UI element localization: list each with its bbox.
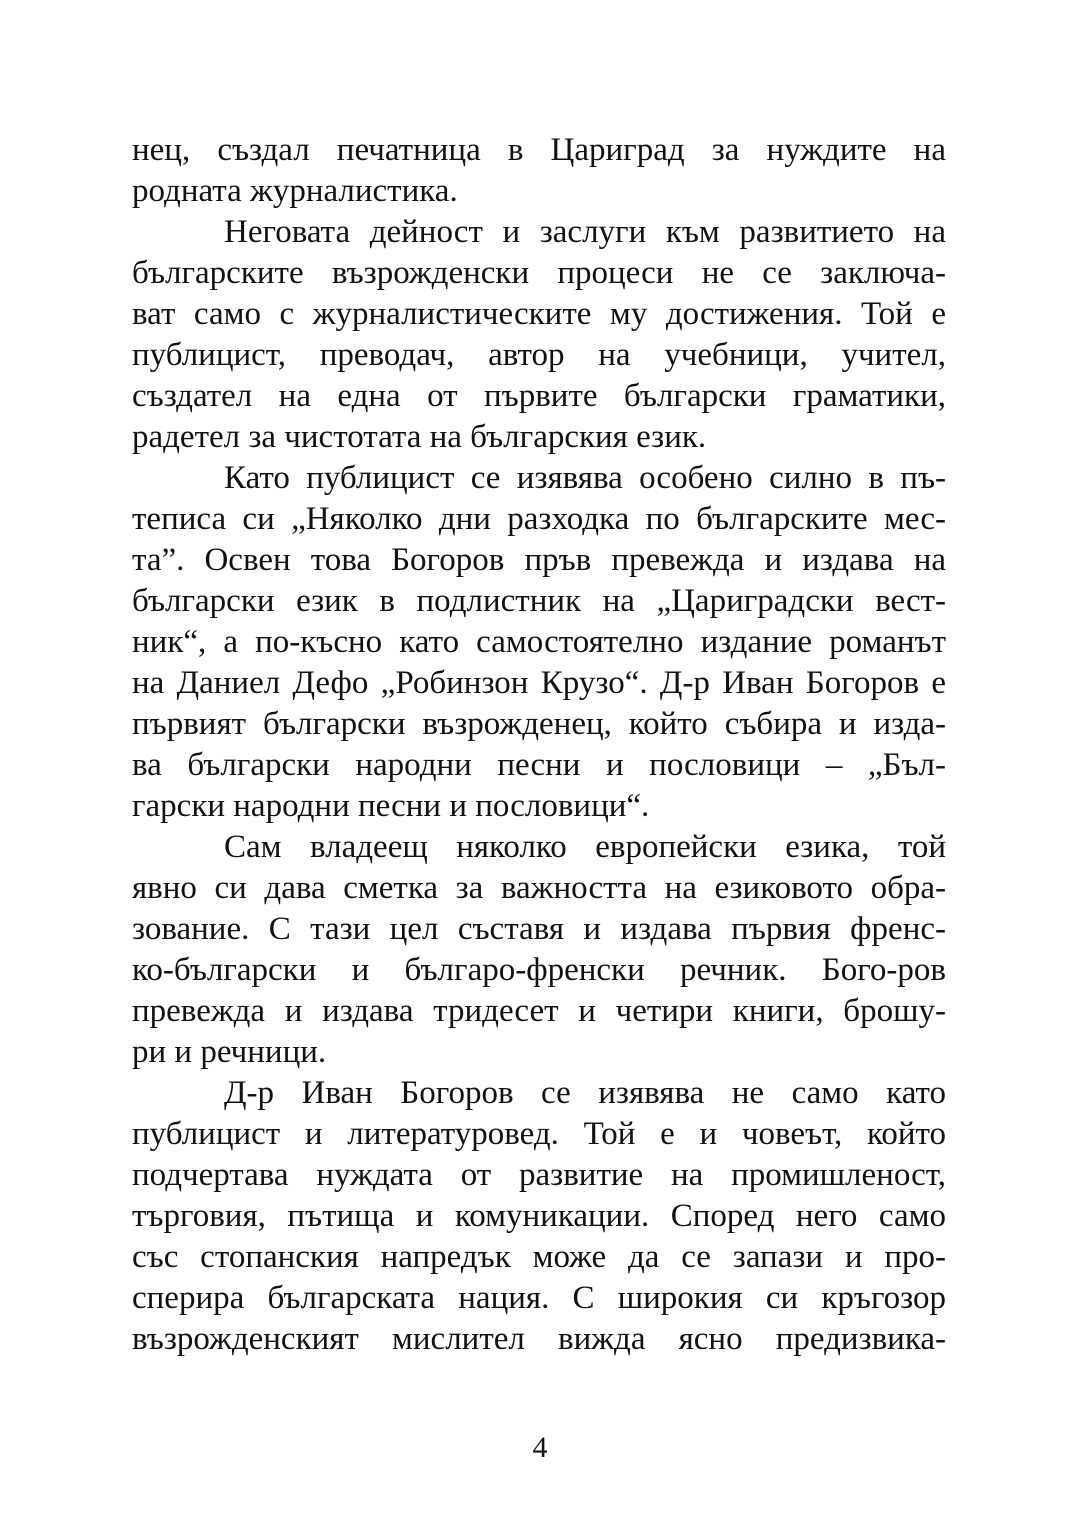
text-line: създател на една от първите български граматики, (132, 378, 946, 414)
text-line: Сам владеещ няколко европейски езика, той (224, 829, 946, 865)
text-line: радетел за чистотата на българския език. (132, 419, 707, 455)
text-line: превежда и издава тридесет и четири книги, брошу- (132, 993, 946, 1029)
text-line: възрожденският мислител вижда ясно предизвика- (132, 1321, 946, 1357)
text-line: със стопанския напредък може да се запази и про- (132, 1239, 946, 1275)
text-line: та”. Освен това Богоров пръв превежда и издава на (132, 542, 946, 578)
page-body (132, 130, 946, 1360)
text-line: на Даниел Дефо „Робинзон Крузо“. Д-р Иван Богоров е (132, 665, 946, 701)
text-line: теписа си „Няколко дни разходка по българските мес- (132, 501, 946, 537)
text-line: публицист, преводач, автор на учебници, учител, (132, 337, 946, 373)
text-line: ри и речници. (132, 1034, 327, 1070)
page-number: 4 (532, 1431, 548, 1464)
text-line: нец, създал печатница в Цариград за нуждите на (132, 132, 946, 168)
text-line: първият български възрожденец, който събира и изда- (132, 706, 946, 742)
text-line: български език в подлистник на „Цариградски вест- (132, 583, 946, 619)
text-line: публицист и литературовед. Той е и човеът, който (132, 1116, 946, 1152)
text-line: ва български народни песни и пословици – „Бъл- (132, 747, 946, 783)
text-line: ко-български и българо-френски речник. Бого-ров (132, 952, 946, 988)
text-line: ник“, а по-късно като самостоятелно издание романът (132, 624, 946, 660)
text-line: явно си дава сметка за важността на езиковото обра- (132, 870, 946, 906)
text-line: Като публицист се изявява особено силно в пъ- (224, 460, 946, 496)
text-line: българските възрожденски процеси не се заключа- (132, 255, 946, 291)
text-line: подчертава нуждата от развитие на промишленост, (132, 1157, 946, 1193)
text-line: търговия, пътища и комуникации. Според него само (132, 1198, 946, 1234)
text-line: зование. С тази цел съставя и издава първия френс- (132, 911, 946, 947)
text-line: ват само с журналистическите му достижения. Той е (132, 296, 946, 332)
text-line: родната журналистика. (132, 173, 458, 209)
text-line: Д-р Иван Богоров се изявява не само като (224, 1075, 946, 1111)
text-line: сперира българската нация. С широкия си кръгозор (132, 1280, 946, 1316)
text-line: гарски народни песни и пословици“. (132, 788, 650, 824)
text-line: Неговата дейност и заслуги към развитието на (224, 214, 946, 250)
